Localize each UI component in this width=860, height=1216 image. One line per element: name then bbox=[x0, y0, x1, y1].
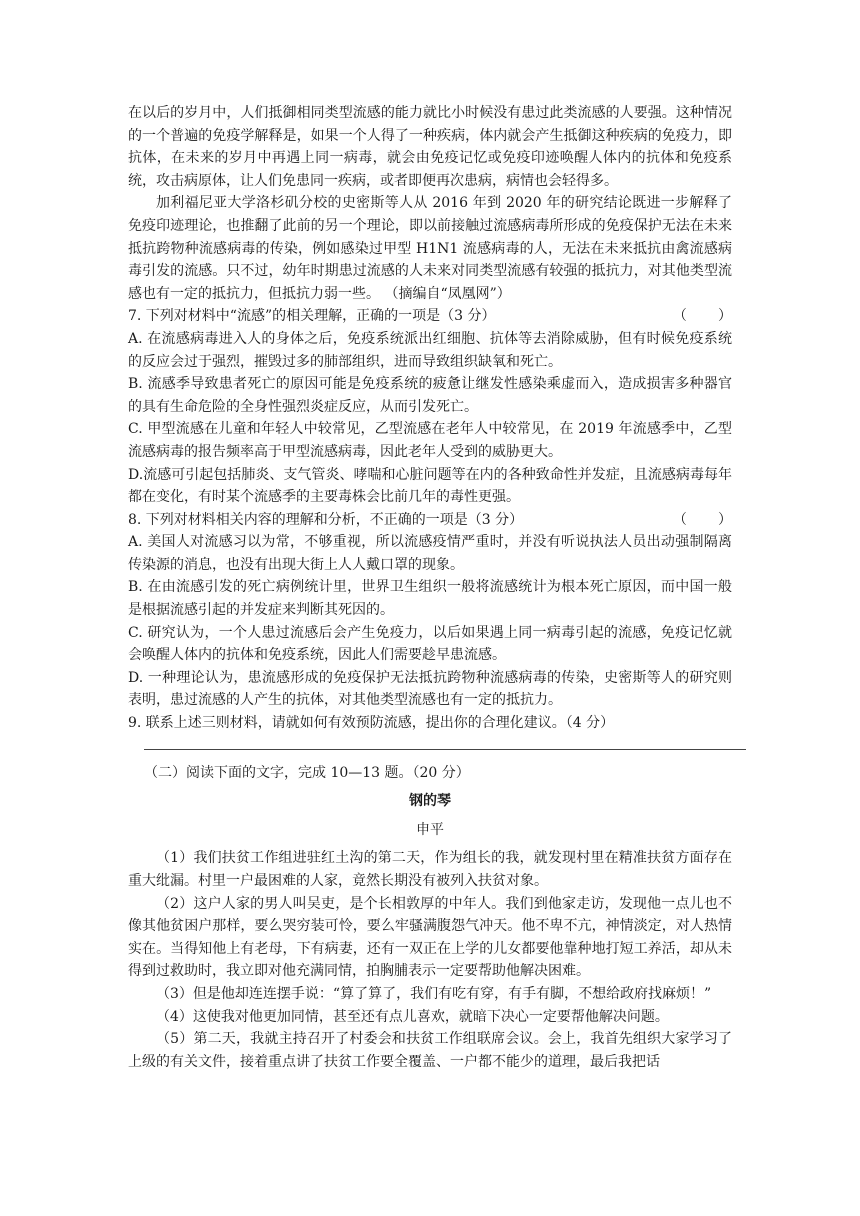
document-body bbox=[128, 102, 732, 1073]
option-a: A. 美国人对流感习以为常，不够重视，所以流感疫情严重时，并没有听说执法人员出动强制隔离传染源的消息，也没有出现大街上人人戴口罩的现象。 bbox=[128, 534, 732, 573]
option-d: D.流感可引起包括肺炎、支气管炎、哮喘和心脏问题等在内的各种致命性并发症，且流感病毒每年都在变化，有时某个流感季的主要毒株会比前几年的毒性更强。 bbox=[128, 466, 732, 506]
material-paragraph: 加利福尼亚大学洛杉矶分校的史密斯等人从 2016 年到 2020 年的研究结论既进一步解释了免疫印迹理论，也推翻了此前的另一个理论，即以前接触过流感病毒所形成的免疫保护无法在未来抵抗跨物种流感病毒的传染，例如感染过甲型 H1N1 流感病毒的人，无法在未来抵抗由禽流感病毒引发的流感。只不过，幼年时期患过流感的人未来对同类型流感有较强的抵抗力，对其他类型流感也有一定的抵抗力，但抵抗力弱一些。 （摘编自“凤凰网”） bbox=[128, 195, 732, 302]
question-8-stem-row bbox=[128, 509, 732, 532]
story-paragraph: （4）这使我对他更加同情，甚至还有点儿喜欢，就暗下决心一定要帮他解决问题。 bbox=[156, 1008, 669, 1025]
question-8-stem: 8. 下列对材料相关内容的理解和分析，不正确的一项是（3 分） bbox=[128, 511, 524, 528]
section-divider bbox=[144, 749, 746, 750]
answer-blank: （ ） bbox=[672, 511, 732, 528]
option-a: A. 在流感病毒进入人的身体之后，免疫系统派出红细胞、抗体等去消除威胁，但有时候免疫系统的反应会过于强烈，摧毁过多的肺部组织，进而导致组织缺氧和死亡。 bbox=[128, 330, 732, 370]
story-title: 钢的琴 bbox=[409, 793, 451, 810]
option-c: C. 研究认为，一个人患过流感后会产生免疫力，以后如果遇上同一病毒引起的流感，免疫记忆就会唤醒人体内的抗体和免疫系统，因此人们需要趁早患流感。 bbox=[128, 624, 732, 664]
material-paragraph: 在以后的岁月中，人们抵御相同类型流感的能力就比小时候没有患过此类流感的人要强。这种情况的一个普遍的免疫学解释是，如果一个人得了一种疾病，体内就会产生抵御这种疾病的免疫力，即抗体，在未来的岁月中再遇上同一病毒，就会由免疫记忆或免疫印迹唤醒人体内的抗体和免疫系统，攻击病原体，让人们免患同一疾病，或者即便再次患病，病情也会轻得多。 bbox=[128, 105, 732, 189]
question-7-stem-row bbox=[128, 305, 732, 328]
section-header: （二）阅读下面的文字，完成 10—13 题。（20 分） bbox=[144, 764, 470, 781]
question-7-stem: 7. 下列对材料中“流感”的相关理解，正确的一项是（3 分） bbox=[128, 308, 496, 325]
story-paragraph: （2）这户人家的男人叫吴吏，是个长相敦厚的中年人。我们到他家走访，发现他一点儿也不像其他贫困户那样，要么哭穷装可怜，要么牢骚满腹怨气冲天。他不卑不亢，神情淡定，对人热情实在。当得知他上有老母，下有病妻，还有一双正在上学的儿女都要他靠种地打短工养活，却从未得到过救助时，我立即对他充满同情，拍胸脯表示一定要帮助他解决困难。 bbox=[128, 895, 732, 980]
story-paragraph: （1）我们扶贫工作组进驻红土沟的第二天，作为组长的我，就发现村里在精准扶贫方面存在重大纰漏。村里一户最困难的人家，竟然长期没有被列入扶贫对象。 bbox=[128, 850, 732, 889]
story-paragraph: （3）但是他却连连摆手说：“算了算了，我们有吃有穿，有手有脚，不想给政府找麻烦！” bbox=[156, 985, 712, 1002]
option-d: D. 一种理论认为，患流感形成的免疫保护无法抵抗跨物种流感病毒的传染，史密斯等人的研究则表明，患过流感的人产生的抗体，对其他类型流感也有一定的抵抗力。 bbox=[128, 669, 732, 709]
answer-blank: （ ） bbox=[672, 308, 732, 325]
option-b: B. 流感季导致患者死亡的原因可能是免疫系统的疲惫让继发性感染乘虚而入，造成损害多种器官的具有生命危险的全身性强烈炎症反应，从而引发死亡。 bbox=[128, 376, 732, 415]
story-author: 申平 bbox=[416, 821, 444, 838]
option-b: B. 在由流感引发的死亡病例统计里，世界卫生组织一般将流感统计为根本死亡原因，而中国一般是根据流感引起的并发症来判断其死因的。 bbox=[128, 579, 732, 619]
story-paragraph: （5）第二天，我就主持召开了村委会和扶贫工作组联席会议。会上，我首先组织大家学习了上级的有关文件，接着重点讲了扶贫工作要全覆盖、一户都不能少的道理，最后我把话 bbox=[128, 1031, 732, 1070]
option-c: C. 甲型流感在儿童和年轻人中较常见，乙型流感在老年人中较常见，在 2019 年流感季中，乙型流感病毒的报告频率高于甲型流感病毒，因此老年人受到的威胁更大。 bbox=[128, 421, 732, 460]
question-9-stem: 9. 联系上述三则材料，请就如何有效预防流感，提出你的合理化建议。（4 分） bbox=[128, 715, 615, 732]
